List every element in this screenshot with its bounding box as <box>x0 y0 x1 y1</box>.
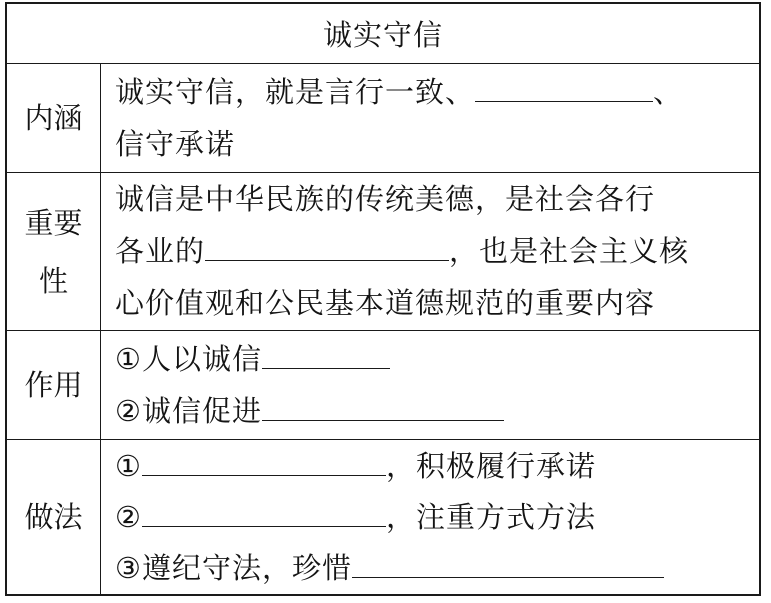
fill-blank[interactable] <box>475 100 653 102</box>
row-content-function <box>101 331 759 439</box>
content-line: ③遵纪守法，珍惜 <box>115 546 664 587</box>
content-line: 心价值观和公民基本道德规范的重要内容 <box>115 286 656 320</box>
row-label-connotation: 内涵 <box>7 64 101 172</box>
fill-blank[interactable] <box>262 367 390 369</box>
row-practice <box>7 439 759 594</box>
content-line: ②诚信促进 <box>115 389 504 430</box>
table-title: 诚实守信 <box>322 18 443 52</box>
content-line: ①人以诚信 <box>115 337 390 378</box>
row-content-connotation <box>101 64 759 172</box>
content-line: 诚信是中华民族的传统美德，是社会各行 <box>115 182 656 216</box>
fill-blank[interactable] <box>142 474 386 476</box>
content-line: 诚实守信，就是言行一致、 、 <box>115 75 684 109</box>
row-label-importance: 重要 性 <box>7 173 101 330</box>
honesty-table <box>5 2 761 596</box>
row-content-practice <box>101 440 759 594</box>
content-line: 信守承诺 <box>115 127 236 161</box>
row-content-importance <box>101 173 759 330</box>
row-importance <box>7 172 759 330</box>
row-function <box>7 330 759 439</box>
content-line: ② ，注重方式方法 <box>115 500 597 534</box>
fill-blank[interactable] <box>142 525 386 527</box>
fill-blank[interactable] <box>352 576 664 578</box>
content-line: ① ，积极履行承诺 <box>115 449 597 483</box>
fill-blank[interactable] <box>262 419 504 421</box>
row-connotation <box>7 63 759 172</box>
row-label-practice: 做法 <box>7 440 101 594</box>
content-line: 各业的 ，也是社会主义核 <box>115 234 690 268</box>
row-label-function: 作用 <box>7 331 101 439</box>
fill-blank[interactable] <box>205 259 449 261</box>
